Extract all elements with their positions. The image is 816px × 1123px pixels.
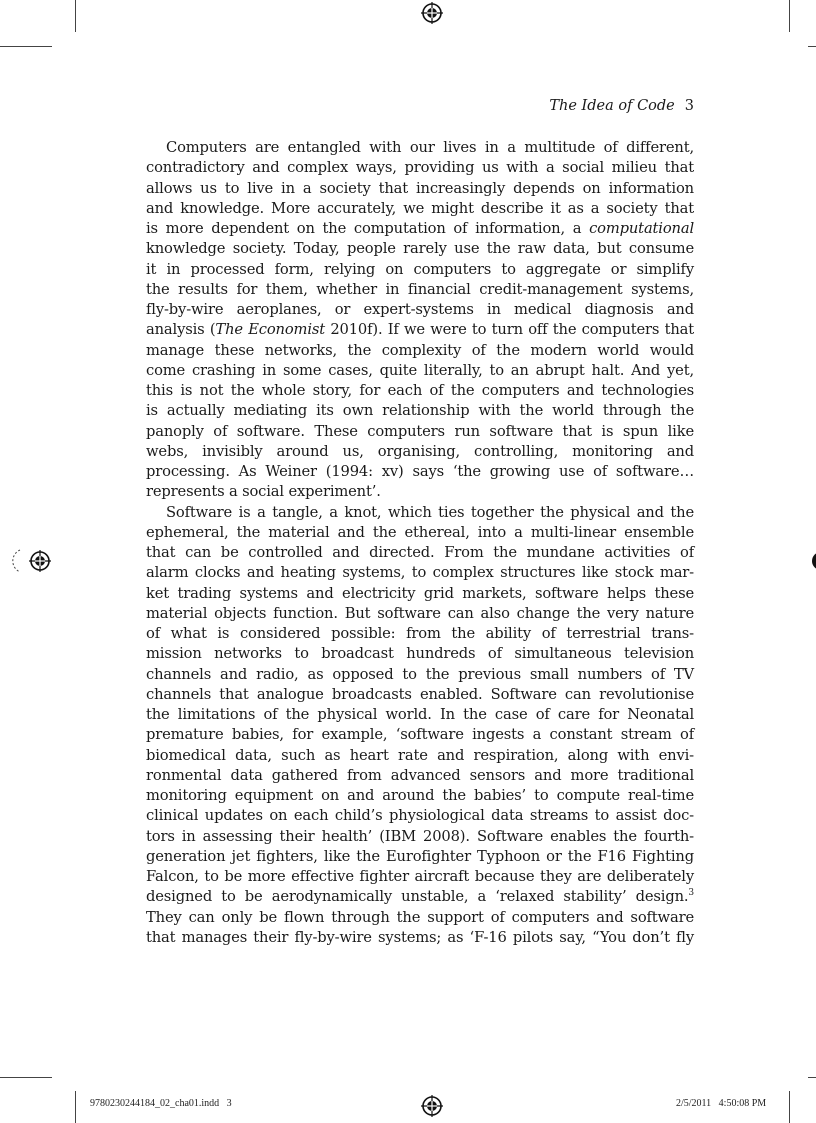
text-line [146,219,694,239]
text-line: ket trading systems and electricity grid markets, software helps these [146,584,694,602]
text-line: that can be controlled and directed. From the mundane activities of [146,544,694,561]
text-line: manage these networks, the complexity of the modern world would [146,341,694,359]
text-line: knowledge society. Today, people rarely use the raw data, but consume [146,240,694,258]
registration-mark-arc-icon [0,548,24,574]
crop-mark-right-top [808,46,816,47]
text-line: material objects function. But software can also change the very nature [146,604,694,622]
text-line: tors in assessing their health’ (IBM 2008). Software enables the fourth- [146,827,694,845]
text-line: They can only be flown through the support of computers and software [146,908,694,926]
crop-mark-top-left [75,0,76,32]
registration-mark-icon [29,550,51,572]
text-line-segment: designed to be aerodynamically unstable, a ‘relaxed stability’ design. [146,888,689,906]
text-line: ephemeral, the material and the ethereal, into a multi-linear ensemble [146,523,694,541]
text-line: alarm clocks and heating systems, to complex structures like stock mar- [146,564,694,582]
text-line: processing. As Weiner (1994: xv) says ‘the growing use of software… [146,463,694,480]
registration-mark-icon [421,1095,443,1117]
text-line: the results for them, whether in financial credit-management systems, [146,280,694,298]
print-slug-date: 2/5/2011 4:50:08 PM [676,1098,767,1109]
registration-mark-icon [421,2,443,24]
text-line: channels and radio, as opposed to the previous small numbers of TV [146,665,694,683]
text-line-segment: 2010f). If we were to turn off the computers that [325,321,695,339]
body-text [146,138,694,948]
text-line: panoply of software. These computers run software that is spun like [146,422,694,440]
text-line: Computers are entangled with our lives in a multitude of different, [166,139,694,156]
text-line: contradictory and complex ways, providing us with a social milieu that [146,159,694,177]
citation-the-economist: The Economist [215,321,326,339]
text-line: generation jet fighters, like the Eurofighter Typhoon or the F16 Fighting [146,847,694,865]
text-line: clinical updates on each child’s physiological data streams to assist doc- [146,807,694,825]
text-line [146,887,694,907]
text-line: Software is a tangle, a knot, which ties together the physical and the [166,503,694,521]
text-line: channels that analogue broadcasts enabled. Software can revolutionise [146,685,694,703]
text-line: allows us to live in a society that increasingly depends on information [146,179,694,197]
text-line-segment: analysis ( [146,321,216,339]
text-line: this is not the whole story, for each of the computers and technologies [146,382,694,399]
print-slug-filename: 9780230244184_02_cha01.indd 3 [90,1098,232,1109]
footnote-reference[interactable]: 3 [688,888,694,899]
crop-mark-left-top [0,46,52,47]
text-line: monitoring equipment on and around the babies’ to compute real-time [146,787,694,804]
text-line: that manages their fly-by-wire systems; as ‘F-16 pilots say, “You don’t fly [146,928,694,946]
crop-mark-bottom-left [75,1091,76,1123]
paragraph-1 [146,138,694,503]
crop-mark-bottom-right [789,1091,790,1123]
paragraph-2 [146,503,694,949]
text-line: is actually mediating its own relationship with the world through the [146,402,694,420]
text-line: mission networks to broadcast hundreds of simultaneous television [146,645,694,663]
running-header-title: The Idea of Code [549,98,675,114]
text-line-segment: is more dependent on the computation of information, a [146,220,590,237]
text-line: represents a social experiment’. [146,483,381,501]
page-number: 3 [684,98,694,114]
text-line: it in processed form, relying on computers to aggregate or simplify [146,260,694,278]
text-line: fly-by-wire aeroplanes, or expert-systems in medical diagnosis and [146,301,694,318]
text-line: biomedical data, such as heart rate and respiration, along with envi- [146,746,694,764]
registration-mark-edge-icon [810,550,816,572]
text-line: of what is considered possible: from the ability of terrestrial trans- [146,625,694,642]
crop-mark-right-bottom [808,1077,816,1078]
crop-mark-top-right [789,0,790,32]
text-line: webs, invisibly around us, organising, controlling, monitoring and [146,442,694,460]
running-header [146,96,694,116]
text-line: ronmental data gathered from advanced sensors and more traditional [146,766,694,784]
text-line [146,320,694,340]
crop-mark-left-bottom [0,1077,52,1078]
text-line: Falcon, to be more effective fighter aircraft because they are deliberately [146,868,694,885]
text-line: the limitations of the physical world. In the case of care for Neonatal [146,706,694,723]
text-line: premature babies, for example, ‘software ingests a constant stream of [146,726,694,744]
italic-computational: computational [589,220,694,237]
text-line: come crashing in some cases, quite literally, to an abrupt halt. And yet, [146,361,694,379]
text-line: and knowledge. More accurately, we might describe it as a society that [146,199,694,217]
